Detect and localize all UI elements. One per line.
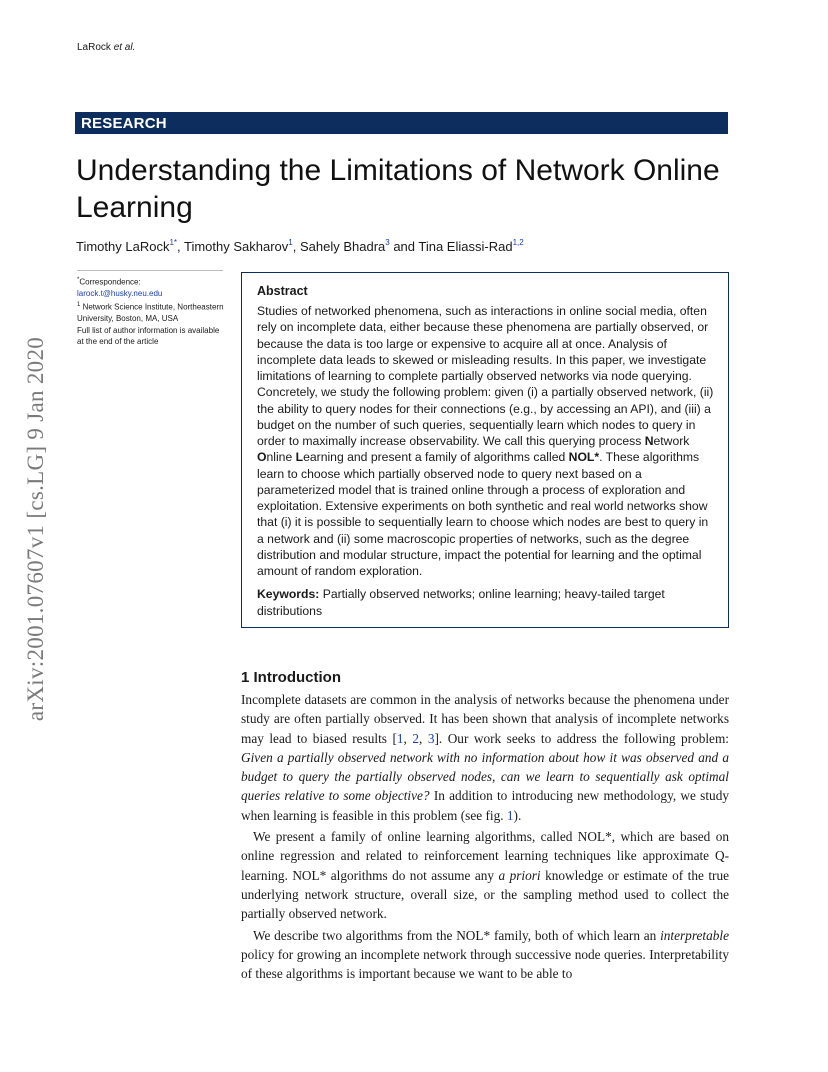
keywords-label: Keywords: [257, 587, 320, 602]
intro-paragraph: We describe two algorithms from the NOL* family, both of which learn an interpretable policy for growing an incomplete network through successive node queries. Interpretability of these algorithms is important because we want to be able to [241, 927, 729, 982]
running-head-etal: et al. [113, 42, 136, 53]
correspondence-label: Correspondence: [79, 277, 141, 287]
correspondence-email-link[interactable]: larock.t@husky.neu.edu [77, 289, 163, 299]
intro-paragraph: Incomplete datasets are common in the analysis of networks because the phenomena under study are often partially observed. It has been shown that analysis of incomplete networks may lead to biased results [1, 2, 3]. Our work seeks to address the following problem: Given a partially observed network with no information about how it was observed and a budget to query the partially observed nodes, can we learn to sequentially ask optimal queries relative to some objective? In addition to introducing new methodology, we study when learning is feasible in this problem (see fig. 1). [241, 692, 730, 823]
author-name: Sahely Bhadra [299, 239, 386, 254]
author-affiliation-mark[interactable]: 1 [288, 238, 293, 247]
author-separator: , [177, 239, 184, 254]
keywords-list: Partially observed networks; online learning; heavy-tailed target distributions [257, 587, 665, 618]
section-label-bar: RESEARCH [75, 112, 728, 134]
author-name: Timothy Sakharov [184, 239, 289, 254]
author-name: Timothy LaRock [76, 239, 170, 254]
introduction-body [241, 690, 729, 983]
arxiv-identifier: arXiv:2001.07607v1 [cs.LG] 9 Jan 2020 [23, 336, 48, 722]
author-name: Tina Eliassi-Rad [418, 239, 513, 254]
author-affiliation-mark[interactable]: 1,2 [512, 238, 524, 247]
author-list [76, 238, 524, 254]
keywords [257, 586, 714, 619]
nol-star-term: NOL* [568, 450, 600, 465]
citation-link[interactable]: 1 [396, 730, 404, 746]
citation-link[interactable]: 2 [412, 730, 419, 746]
author-affiliation-mark[interactable]: 3 [385, 238, 390, 247]
author-separator: and [389, 239, 419, 254]
running-head [77, 42, 135, 53]
figure-ref-link[interactable]: 1 [506, 807, 514, 823]
introduction-heading: 1 Introduction [241, 669, 341, 686]
author-affiliation-mark[interactable]: 1* [169, 238, 177, 247]
abstract-box [241, 272, 729, 628]
abstract-text: Studies of networked phenomena, such as interactions in online social media, often rely on incomplete data, either because these phenomena are partially observed, or because the data is too large or expensive to acquire all at once. Analysis of incomplete data leads to skewed or misleading results. In this paper, we investigate limitations of learning to complete partially observed networks via node querying. Concretely, we study the following problem: given (i) a partially observed network, (ii) the ability to query nodes for their connections (e.g., by accessing an API), and (iii) a budget on the number of such queries, sequentially learn which nodes to query in order to maximally increase observability. We call this querying process Network Online Learning and present a family of algorithms called NOL*. These algorithms learn to choose which partially observed node to query next based on a parameterized model that is trained online through a process of exploration and exploitation. Extensive experiments on both synthetic and real world networks show that (i) it is possible to sequentially learn to choose which nodes are best to query in a network and (ii) some macroscopic properties of networks, such as the degree distribution and modular structure, impact the potential for learning and the optimal amount of random exploration. [257, 304, 714, 578]
side-notes-divider [77, 270, 223, 271]
paper-title: Understanding the Limitations of Network Online Learning [76, 154, 720, 224]
abstract-heading: Abstract [257, 284, 308, 298]
author-separator: , [292, 239, 300, 254]
intro-paragraph: We present a family of online learning algorithms, called NOL*, which are based on online regression and related to reinforcement learning techniques like approximate Q-learning. NOL* algorithms do not assume any a priori knowledge or estimate of the true underlying network structure, overall size, or the sampling method used to collect the partially observed network. [241, 829, 729, 922]
citation-link[interactable]: 3 [427, 730, 435, 746]
side-notes [77, 275, 225, 348]
running-head-authors: LaRock [77, 42, 111, 53]
author-info-note: Full list of author information is available at the end of the article [77, 325, 220, 347]
affiliation-text: Network Science Institute, Northeastern University, Boston, MA, USA [77, 302, 224, 324]
correspondence-mark: * [77, 277, 80, 283]
affiliation-mark: 1 [77, 301, 81, 308]
